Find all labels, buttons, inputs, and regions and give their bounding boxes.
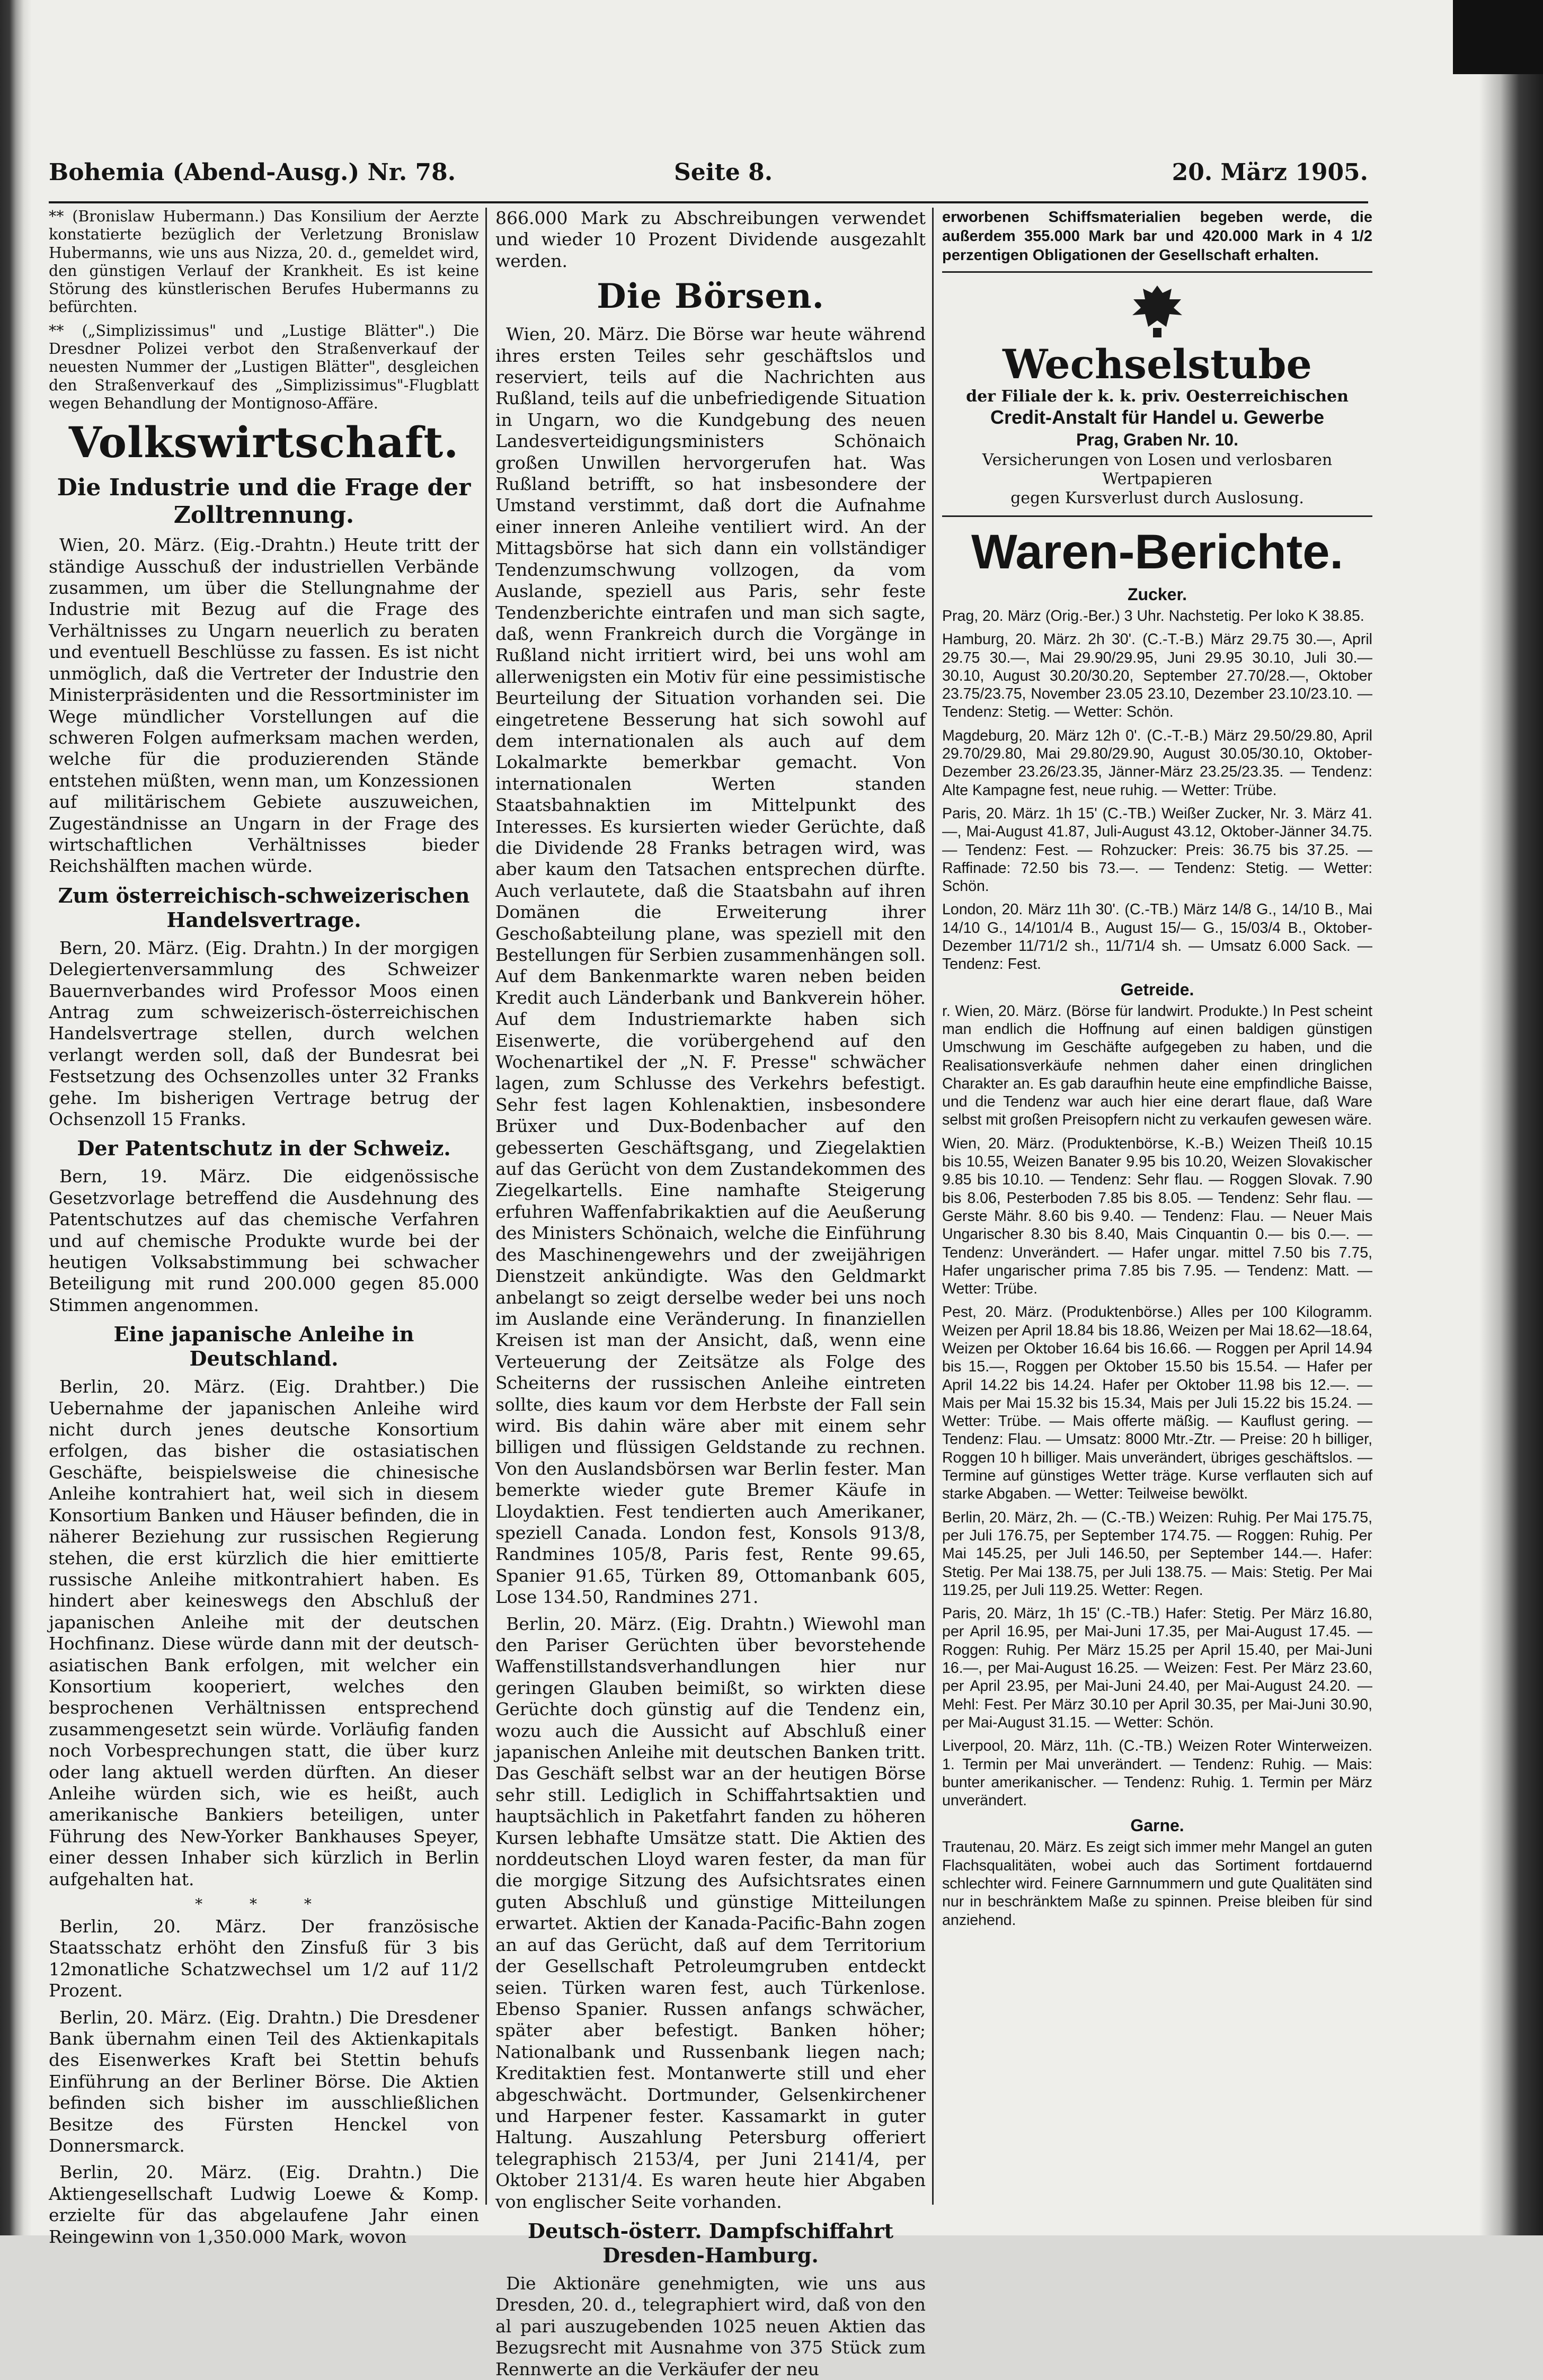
- article-body: Die Aktionäre genehmigten, wie uns aus Dresden, 20. d., telegraphiert wird, daß von den al pari auszugebenden 1025 neuen Aktien das Bezugsrecht mit Ausnahme von 375 Stück zum Rennwerte an die Verkäufer der neu: [495, 2272, 926, 2379]
- article-body: erworbenen Schiffsmaterialien begeben werde, die außerdem 355.000 Mark bar und 420.000 Mark in 4 1/2 perzentigen Obligationen der Gesellschaft erhalten.: [942, 209, 1372, 264]
- market-report: Pest, 20. März. (Produktenbörse.) Alles per 100 Kilogramm. Weizen per April 18.84 bis 18.86, Weizen per Mai 18.62—18.64, Weizen per Oktober 16.64 bis 16.66. — Roggen per April 14.94 bis 15.—, Roggen per Oktober 15.50 bis 15.54. — Hafer per April 14.22 bis 14.24. Hafer per Oktober 11.98 bis 12.—. — Mais per Mai 15.32 bis 15.34, Mais per Juli 15.22 bis 15.24. — Wetter: Trübe. — Mais offerte mäßig. — Kauflust gering. — Tendenz: Flau. — Umsatz: 8000 Mtr.-Ztr. — Preise: 20 h billiger, Roggen 10 h billiger. Mais unverändert, übriges geschäftslos. — Termine auf günstiges Wetter träge. Kurse verflauten sich auf starke Abgaben. — Wetter: Teilweise bewölkt.: [942, 1304, 1372, 1503]
- article-headline: Deutsch-österr. Dampfschiffahrt Dresden-Hamburg.: [527, 2218, 894, 2267]
- article-headline: Eine japanische Anleihe in Deutschland.: [113, 1322, 414, 1371]
- category-heading: Getreide.: [1120, 979, 1194, 999]
- article-body: Berlin, 20. März. (Eig. Drahtn.) Die Aktiengesellschaft Ludwig Loewe & Komp. erzielte für das abgelaufene Jahr einen Reingewinn von 1,350.000 Mark, wovon: [49, 2162, 479, 2247]
- ad-rule: [942, 515, 1372, 517]
- section-title-volkswirtschaft: Volkswirtschaft.: [68, 417, 459, 468]
- article-body: 866.000 Mark zu Abschreibungen verwendet und wieder 10 Prozent Dividende ausgezahlt werden.: [495, 208, 926, 271]
- article-body: Wien, 20. März. (Eig.-Drahtn.) Heute tritt der ständige Ausschuß der industriellen Verbände zusammen, um über die Stellungnahme der Industrie mit Bezug auf die Frage des Verhältnisses zu Ungarn neuerlich zu beraten und eventuell Beschlüsse zu fassen. Es ist nicht unmöglich, daß die Vertreter der Industrie den Ministerpräsidenten und die Ressortminister im Wege mündlicher Vorstellungen auf die schweren Folgen aufmerksam machen werden, welche für die produzierenden Stände entstehen müßten, wenn man, um Konzessionen auf militärischem Gebiete auszuweichen, Zugeständnisse an Ungarn in der Frage des wirtschaftlichen Verhältnisses bieder Reichshälften machen würde.: [49, 534, 479, 877]
- masthead-page-number: Seite 8.: [674, 159, 773, 186]
- market-report: Hamburg, 20. März. 2h 30'. (C.-T.-B.) März 29.75 30.—, April 29.75 30.—, Mai 29.90/29.95, Juni 29.95 30.10, Juli 30.— 30.10, August 30.20/30.20, September 27.70/28.—, Oktober 23.75/23.75, November 23.05 23.10, Dezember 23.10/23.10. — Tendenz: Stetig. — Wetter: Schön.: [942, 631, 1372, 721]
- scan-corner-shadow: [1453, 0, 1543, 74]
- category-heading: Garne.: [1130, 1816, 1184, 1835]
- category-heading: Zucker.: [1127, 585, 1187, 604]
- article-body: Berlin, 20. März. (Eig. Drahtn.) Die Dresdener Bank übernahm einen Teil des Aktienkapitals des Eisenwerkes Kraft bei Stettin behufs Einführung an der Berliner Börse. Die Aktien befinden sich bisher im ausschließlichen Besitze des Fürsten Henckel von Donnersmarck.: [49, 2007, 479, 2156]
- column-divider: [932, 208, 934, 2205]
- column-right: [942, 208, 1372, 2221]
- masthead-date: 20. März 1905.: [1172, 159, 1368, 186]
- market-report: Berlin, 20. März, 2h. — (C.-TB.) Weizen: Ruhig. Per Mai 175.75, per Juli 176.75, per September 174.75. — Roggen: Ruhig. Per Mai 145.25, per Juli 146.50, per September 144.—. Hafer: Stetig. Per Mai 138.75, per Juli 138.75. — Mais: Stetig. Per Mai 119.25, per Juli 119.25. Wetter: Regen.: [942, 1509, 1372, 1599]
- market-report: r. Wien, 20. März. (Börse für landwirt. Produkte.) In Pest scheint man endlich die Hoffnung auf einen baldigen günstigen Umschwung im Geschäfte aufgegeben zu haben, und die Realisationsverkäufe nehmen daher einen dringlichen Charakter an. Es gab daraufhin heute eine empfindliche Baisse, und die Tendenz war auch hier eine derart flaue, daß Ware selbst mit großen Preisopfern nicht zu verkaufen gewesen wäre.: [942, 1002, 1372, 1129]
- market-report: Paris, 20. März. 1h 15' (C.-TB.) Weißer Zucker, Nr. 3. März 41.—, Mai-August 41.87, Juli-August 43.12, Oktober-Jänner 34.75. — Tendenz: Fest. — Rohzucker: Preis: 36.75 bis 37.25. — Raffinade: 72.50 bis 73.—. — Tendenz: Stetig. — Wetter: Schön.: [942, 805, 1372, 895]
- market-report: London, 20. März 11h 30'. (C.-TB.) März 14/8 G., 14/10 B., Mai 14/10 G., 14/101/4 B., August 15/— G., 15/03/4 B., Oktober-Dezember 11/71/2 sh., 11/71/4 sh. — Umsatz 6.000 Sack. — Tendenz: Fest.: [942, 901, 1372, 973]
- column-left: [49, 208, 479, 2247]
- news-note: ** („Simplizissimus" und „Lustige Blätter".) Die Dresdner Polizei verbot den Straßenverkauf der neuesten Nummer der „Lustigen Blätter", desgleichen den Straßenverkauf des „Simplizissimus"-Flugblatt wegen Behandlung der Montignoso-Affäre.: [49, 322, 479, 412]
- market-report: Liverpool, 20. März, 11h. (C.-TB.) Weizen Roter Winterweizen. 1. Termin per Mai unverändert. — Tendenz: Ruhig. — Mais: bunter amerikanischer. — Tendenz: Ruhig. 1. Termin per März unverändert.: [942, 1737, 1372, 1809]
- header-rule: [49, 201, 1368, 203]
- article-headline: Die Industrie und die Frage der Zolltrennung.: [57, 474, 471, 529]
- news-note: ** (Bronislaw Hubermann.) Das Konsilium der Aerzte konstatierte bezüglich der Verletzung Bronislaw Hubermanns, wie uns aus Nizza, 20. d., gemeldet wird, den günstigen Verlauf der Krankheit. Es ist keine Störung des künstlerischen Berufes Hubermanns zu befürchten.: [49, 208, 479, 316]
- article-body: Wien, 20. März. Die Börse war heute während ihres ersten Teiles sehr geschäftslos und reserviert, teils auf die Nachrichten aus Rußland, teils auf die unbefriedigende Situation in Ungarn, wo die Kundgebung des neuen Landesverteidigungsministers Schönaich großen Unwillen hervorgerufen hat. Was Rußland betrifft, so hat insbesondere der Umstand verstimmt, daß dort die Aufnahme einer inneren Anleihe ventiliert wird. An der Mittagsbörse hat sich dann ein vollständiger Tendenzumschwung vollzogen, da vom Auslande, speziell aus Paris, sehr feste Tendenzberichte eintrafen und man sich sagte, daß, wenn Frankreich durch die Vorgänge in Rußland nicht irritiert wird, bei uns wohl am allerwenigsten ein Motiv für eine pessimistische Beurteilung der Situation vorhanden sei. Die eingetretene Besserung hat sich sowohl auf dem internationalen als auch auf dem Lokalmarkte bemerkbar gemacht. Von internationalen Werten standen Staatsbahnaktien im Mittelpunkt des Interesses. Es kursierten wieder Gerüchte, daß die Dividende 28 Franks betragen wird, was aber kaum den Tatsachen entsprechen dürfte. Auch verlautete, daß die Staatsbahn auf ihren Domänen die Erweiterung ihrer Geschoßabteilung plane, was speziell mit den Bestellungen für Serbien zusammenhängen soll. Auf dem Bankenmarkte waren neben beiden Kredit auch Länderbank und Bankverein höher. Auf dem Industriemarkte haben sich Eisenwerte, die vorübergehend auf den Wochenartikel der „N. F. Presse" schwächer lagen, zum Schlusse des Verkehrs befestigt. Sehr fest lagen Kohlenaktien, insbesondere Brüxer und Dux-Bodenbacher auf den gebesserten Geschäftsgang, und Ziegelaktien auf das Gerücht von dem Zustandekommen des Ziegelkartells. Eine namhafte Steigerung erfuhren Waffenfabrikaktien auf die Aeußerung des Ministers Schönaich, welche die Einführung des Maschinengewehrs und der zweijährigen Dienstzeit ankündigte. Was den Geldmarkt anbelangt so zeigt derselbe weder bei uns noch im Auslande eine Veränderung. In finanziellen Kreisen ist man der Ansicht, daß, wenn eine Verteuerung der Zeitsätze als Folge des Scheiterns der russischen Anleihe eintreten sollte, dies kaum vor dem Herbste der Fall sein wird. Bis dahin wäre aber mit einem sehr billigen und flüssigen Geldstande zu rechnen. Von den Auslandsbörsen war Berlin fester. Man bemerkte wieder gute Bremer Käufe in Lloydaktien. Fest tendierten auch Amerikaner, speziell Canada. London fest, Konsols 913/8, Randmines 105/8, Paris fest, Rente 99.65, Spanier 91.65, Türken 89, Ottomanbank 605, Lose 134.50, Randmines 271.: [495, 324, 926, 1608]
- masthead-issue: Bohemia (Abend-Ausg.) Nr. 78.: [49, 159, 456, 186]
- scan-right-edge: [1479, 0, 1543, 2235]
- scan-left-edge: [0, 0, 32, 2235]
- ad-title: Wechselstube: [1003, 341, 1312, 388]
- ad-line: Prag, Graben Nr. 10.: [1076, 430, 1238, 449]
- article-body: Bern, 20. März. (Eig. Drahtn.) In der morgigen Delegiertenversammlung des Schweizer Bauernverbandes wird Professor Moos einen Antrag zum schweizerisch-österreichischen Handelsvertrage stellen, durch welchen verlangt werden soll, daß der Bundesrat bei Festsetzung des Ochsenzolles unter 32 Franks gehe. Im bisherigen Vertrage betrug der Ochsenzoll 15 Franks.: [49, 937, 479, 1130]
- market-report: Trautenau, 20. März. Es zeigt sich immer mehr Mangel an guten Flachsqualitäten, wobei auch das Sortiment fortdauernd schlechter wird. Feinere Garnnummern und gute Qualitäten sind nur in beschränktem Maße zu spinnen. Preise bleiben für sind anziehend.: [942, 1839, 1372, 1929]
- market-report: Paris, 20. März, 1h 15' (C.-TB.) Hafer: Stetig. Per März 16.80, per April 16.95, per Mai-Juni 17.35, per Mai-August 17.45. — Roggen: Ruhig. Per März 15.25 per April 15.40, per Mai-Juni 16.—, per Mai-August 16.25. — Weizen: Fest. Per März 23.60, per April 23.95, per Mai-Juni 24.40, per Mai-August 24.20. — Mehl: Fest. Per März 30.10 per April 30.35, per Mai-Juni 30.90, per Mai-August 31.15. — Wetter: Schön.: [942, 1605, 1372, 1731]
- ad-line: der Filiale der k. k. priv. Oesterreichischen: [966, 387, 1349, 406]
- advertisement: [942, 281, 1372, 508]
- column-middle: [495, 208, 926, 2379]
- ad-rule: [942, 271, 1372, 273]
- market-report: Wien, 20. März. (Produktenbörse, K.-B.) Weizen Theiß 10.15 bis 10.55, Weizen Banater 9.95 bis 10.20, Weizen Slovakischer 9.85 bis 10.10. — Tendenz: Sehr flau. — Roggen Slovak. 7.90 bis 8.06, Pesterboden 7.85 bis 8.05. — Tendenz: Sehr flau. — Gerste Mähr. 8.60 bis 9.40. — Tendenz: Flau. — Neuer Mais Ungarischer 8.30 bis 8.40, Mais Cinquantin 0.— bis 0.—. — Tendenz: Unverändert. — Hafer ungar. mittel 7.50 bis 7.75, Hafer ungarischer prima 7.85 bis 7.95. — Tendenz: Matt. — Wetter: Trübe.: [942, 1135, 1372, 1298]
- ad-line: Credit-Anstalt für Handel u. Gewerbe: [990, 406, 1325, 428]
- eagle-emblem-icon: [1123, 281, 1192, 340]
- article-body: Berlin, 20. März. (Eig. Drahtber.) Die Uebernahme der japanischen Anleihe wird nicht durch jenes deutsche Konsortium erfolgen, das bisher die ostasiatischen Geschäfte, beispielsweise die chinesische Anleihe kontrahiert hat, weil sich in diesem Konsortium Banken und Häuser befinden, die in näherer Beziehung zur russischen Regierung stehen, die erst kürzlich die hier emittierte russische Anleihe mitkontrahiert haben. Es hindert aber keineswegs den Abschluß der japanischen Anleihe mit der deutschen Hochfinanz. Diese würde dann mit der deutsch-asiatischen Bank erfolgen, mit welcher ein Konsortium kooperiert, welches den besprochenen Verhältnissen entsprechend zusammengesetzt sein würde. Vorläufig fanden noch Vorbesprechungen statt, die über kurz oder lang aktuell werden dürften. An dieser Anleihe würden sich, wie es heißt, auch amerikanische Bankiers beteiligen, unter Führung des New-Yorker Bankhauses Speyer, einer dessen Inhaber sich kürzlich in Berlin aufgehalten hat.: [49, 1376, 479, 1889]
- article-body: Berlin, 20. März. (Eig. Drahtn.) Wiewohl man den Pariser Gerüchten über bevorstehende Waffenstillstandsverhandlungen hier nur geringen Glauben beimißt, so wirkten diese Gerüchte doch günstig auf die Tendenz ein, wozu auch die Aussicht auf Abschluß einer japanischen Anleihe mit deutschen Banken tritt. Das Geschäft selbst war an der heutigen Börse sehr still. Lediglich in Schiffahrtsaktien und hauptsächlich in Paketfahrt fanden zu höheren Kursen lebhafte Umsätze statt. Die Aktien des norddeutschen Lloyd waren fester, da man für die morgige Sitzung des Aufsichtsrates einen guten Abschluß und günstige Mitteilungen erwartet. Aktien der Kanada-Pacific-Bahn zogen an auf das Gerücht, daß auf dem Territorium der Gesellschaft Petroleumgruben entdeckt seien. Türken waren fest, auch Türkenlose. Ebenso Spanier. Russen anfangs schwächer, später aber befestigt. Banken höher; Nationalbank und Russenbank liegen nach; Kreditaktien fest. Montanwerte still und eher abgeschwächt. Dortmunder, Gelsenkirchener und Harpener fester. Kassamarkt in guter Haltung. Auszahlung Petersburg offeriert telegraphisch 2153/4, per Juni 2141/4, per Oktober 2131/4. Es waren heute hier Abgaben von englischer Seite vorhanden.: [495, 1613, 926, 2212]
- article-headline: Der Patentschutz in der Schweiz.: [77, 1136, 451, 1161]
- article-headline: Zum österreichisch-schweizerischen Handelsvertrage.: [58, 883, 470, 932]
- article-body: Berlin, 20. März. Der französische Staatsschatz erhöht den Zinsfuß für 3 bis 12monatliche Schatzwechsel um 1/2 auf 11/2 Prozent.: [49, 1916, 479, 2001]
- column-divider: [485, 208, 487, 2205]
- section-title-boersen: Die Börsen.: [597, 277, 824, 317]
- separator-stars: * * *: [195, 1895, 333, 1913]
- ad-line: Versicherungen von Losen und verlosbaren Wertpapieren: [982, 451, 1333, 488]
- section-title-waren: Waren-Berichte.: [971, 525, 1344, 579]
- article-body: Bern, 19. März. Die eidgenössische Gesetzvorlage betreffend die Ausdehnung des Patentschutzes auf das chemische Verfahren und auf chemische Produkte wurde bei der heutigen Volksabstimmung bei schwacher Beteiligung mit rund 200.000 gegen 85.000 Stimmen angenommen.: [49, 1166, 479, 1315]
- market-report: Prag, 20. März (Orig.-Ber.) 3 Uhr. Nachstetig. Per loko K 38.85.: [942, 608, 1364, 625]
- page-header: [49, 159, 1368, 196]
- ad-line: gegen Kursverlust durch Auslosung.: [1010, 489, 1304, 507]
- market-report: Magdeburg, 20. März 12h 0'. (C.-T.-B.) März 29.50/29.80, April 29.70/29.80, Mai 29.80/29.90, August 30.05/30.10, Oktober-Dezember 23.26/23.35, Jänner-März 23.25/23.35. — Tendenz: Alte Kampagne fest, neue ruhig. — Wetter: Trübe.: [942, 727, 1372, 799]
